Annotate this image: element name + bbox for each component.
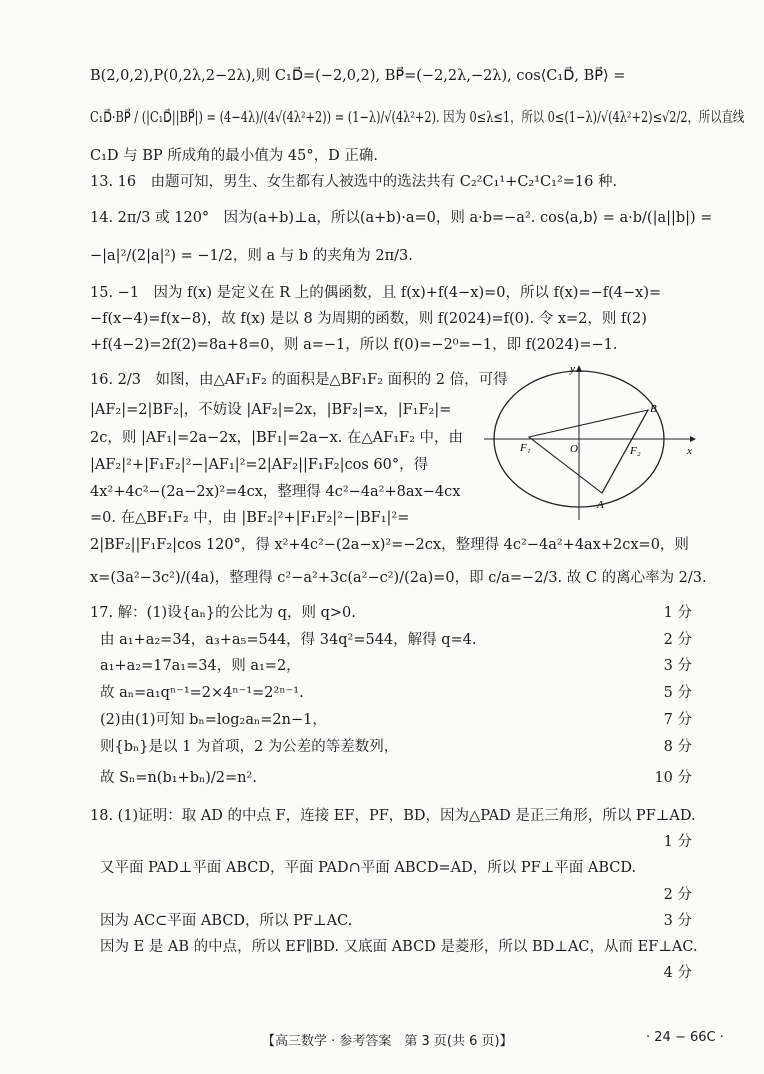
label-y: y <box>570 363 575 375</box>
score-label: 1 分 <box>663 834 692 850</box>
label-f2: F₂ <box>630 445 641 457</box>
label-a: A <box>597 499 604 511</box>
text-line: +f(4−2)=2f(2)=8a+8=0，则 a=−1，所以 f(0)=−2⁰=−1，即 f(2024)=−1. <box>90 337 618 353</box>
text-line: 2|BF₂||F₁F₂|cos 120°，得 x²+4c²−(2a−x)²=−2cx，整理得 4c²−4a²+4ax+2cx=0，则 <box>90 537 689 553</box>
x-axis-arrow <box>690 436 696 442</box>
label-origin: O <box>570 443 578 455</box>
score-label: 8 分 <box>663 739 692 755</box>
footer-code: · 24 − 66C · <box>646 1030 724 1045</box>
score-label: 4 分 <box>663 965 692 981</box>
problem-18: 18. (1)证明：取 AD 的中点 F，连接 EF，PF，BD，因为△PAD 是正三角形，所以 PF⊥AD. <box>90 808 696 824</box>
text-line: 因为 E 是 AB 的中点，所以 EF∥BD. 又底面 ABCD 是菱形，所以 BD⊥AC，从而 EF⊥AC. <box>100 939 698 955</box>
text-line: 由 a₁+a₂=34，a₃+a₅=544，得 34q²=544，解得 q=4. <box>100 632 477 648</box>
footer-title: 【高三数学 · 参考答案 第 3 页(共 6 页)】 <box>262 1034 513 1049</box>
text-line: |AF₂|=2|BF₂|，不妨设 |AF₂|=2x，|BF₂|=x，|F₁F₂|= <box>90 402 452 418</box>
text-line: 则{bₙ}是以 1 为首项，2 为公差的等差数列， <box>100 739 399 755</box>
label-x: x <box>687 445 692 457</box>
score-label: 3 分 <box>663 658 692 674</box>
score-label: 1 分 <box>663 605 692 621</box>
chord-ab <box>602 410 648 493</box>
text-line: C₁D⃗·BP⃗ / (|C₁D⃗||BP⃗|) = (4−4λ)/(4√(4λ²+2)) = (1−λ)/√(4λ²+2). 因为 0≤λ≤1，所以 0≤(1−λ)/√(4λ²+2)≤√2/2，所以直线 <box>90 110 745 126</box>
label-f1: F₁ <box>520 442 531 454</box>
text-line: 故 aₙ=a₁qⁿ⁻¹=2×4ⁿ⁻¹=2²ⁿ⁻¹. <box>100 685 304 701</box>
text-line: a₁+a₂=17a₁=34，则 a₁=2， <box>100 658 301 674</box>
text-line: −f(x−4)=f(x−8)，故 f(x) 是以 8 为周期的函数，则 f(2024)=f(0). 令 x=2，则 f(2) <box>90 311 647 327</box>
score-label: 2 分 <box>663 632 692 648</box>
score-label: 3 分 <box>663 913 692 929</box>
text-line: x=(3a²−3c²)/(4a)，整理得 c²−a²+3c(a²−c²)/(2a)=0，即 c/a=−2/3. 故 C 的离心率为 2/3. <box>90 570 707 586</box>
text-line: 4x²+4c²−(2a−2x)²=4cx，整理得 4c²−4a²+8ax−4cx <box>90 484 461 500</box>
score-label: 2 分 <box>663 887 692 903</box>
text-line: 因为 AC⊂平面 ABCD，所以 PF⊥AC. <box>100 913 353 929</box>
text-line: (2)由(1)可知 bₙ=log₂aₙ=2n−1， <box>100 712 327 728</box>
text-line: −|a|²/(2|a|²) = −1/2，则 a 与 b 的夹角为 2π/3. <box>90 248 413 264</box>
problem-17: 17. 解：(1)设{aₙ}的公比为 q，则 q>0. <box>90 605 356 621</box>
score-label: 7 分 <box>663 712 692 728</box>
ellipse-figure <box>484 362 698 522</box>
problem-15: 15. −1 因为 f(x) 是定义在 R 上的偶函数，且 f(x)+f(4−x)=0，所以 f(x)=−f(4−x)= <box>90 285 662 301</box>
text-line: |AF₂|²+|F₁F₂|²−|AF₁|²=2|AF₂||F₁F₂|cos 60°，得 <box>90 457 429 473</box>
label-b: B <box>650 403 657 415</box>
text-line: 故 Sₙ=n(b₁+bₙ)/2=n². <box>100 770 257 786</box>
text-line: C₁D 与 BP 所成角的最小值为 45°，D 正确. <box>90 148 378 164</box>
problem-16: 16. 2/3 如图，由△AF₁F₂ 的面积是△BF₁F₂ 面积的 2 倍，可得 <box>90 372 508 388</box>
problem-13: 13. 16 由题可知，男生、女生都有人被选中的选法共有 C₂²C₁¹+C₂¹C₁²=16 种. <box>90 174 618 190</box>
text-line: 又平面 PAD⊥平面 ABCD，平面 PAD∩平面 ABCD=AD，所以 PF⊥平面 ABCD. <box>100 860 637 876</box>
score-label: 10 分 <box>654 770 692 786</box>
text-line: =0. 在△BF₁F₂ 中，由 |BF₂|²+|F₁F₂|²−|BF₁|²= <box>90 510 410 526</box>
text-line: B(2,0,2),P(0,2λ,2−2λ),则 C₁D⃗=(−2,0,2), BP⃗=(−2,2λ,−2λ), cos⟨C₁D⃗, BP⃗⟩ = <box>90 68 626 84</box>
text-line: 2c，则 |AF₁|=2a−2x，|BF₁|=2a−x. 在△AF₁F₂ 中，由 <box>90 430 463 446</box>
score-label: 5 分 <box>663 685 692 701</box>
problem-14: 14. 2π/3 或 120° 因为(a+b)⊥a，所以(a+b)·a=0，则 a·b=−a². cos⟨a,b⟩ = a·b/(|a||b|) = <box>90 210 713 226</box>
